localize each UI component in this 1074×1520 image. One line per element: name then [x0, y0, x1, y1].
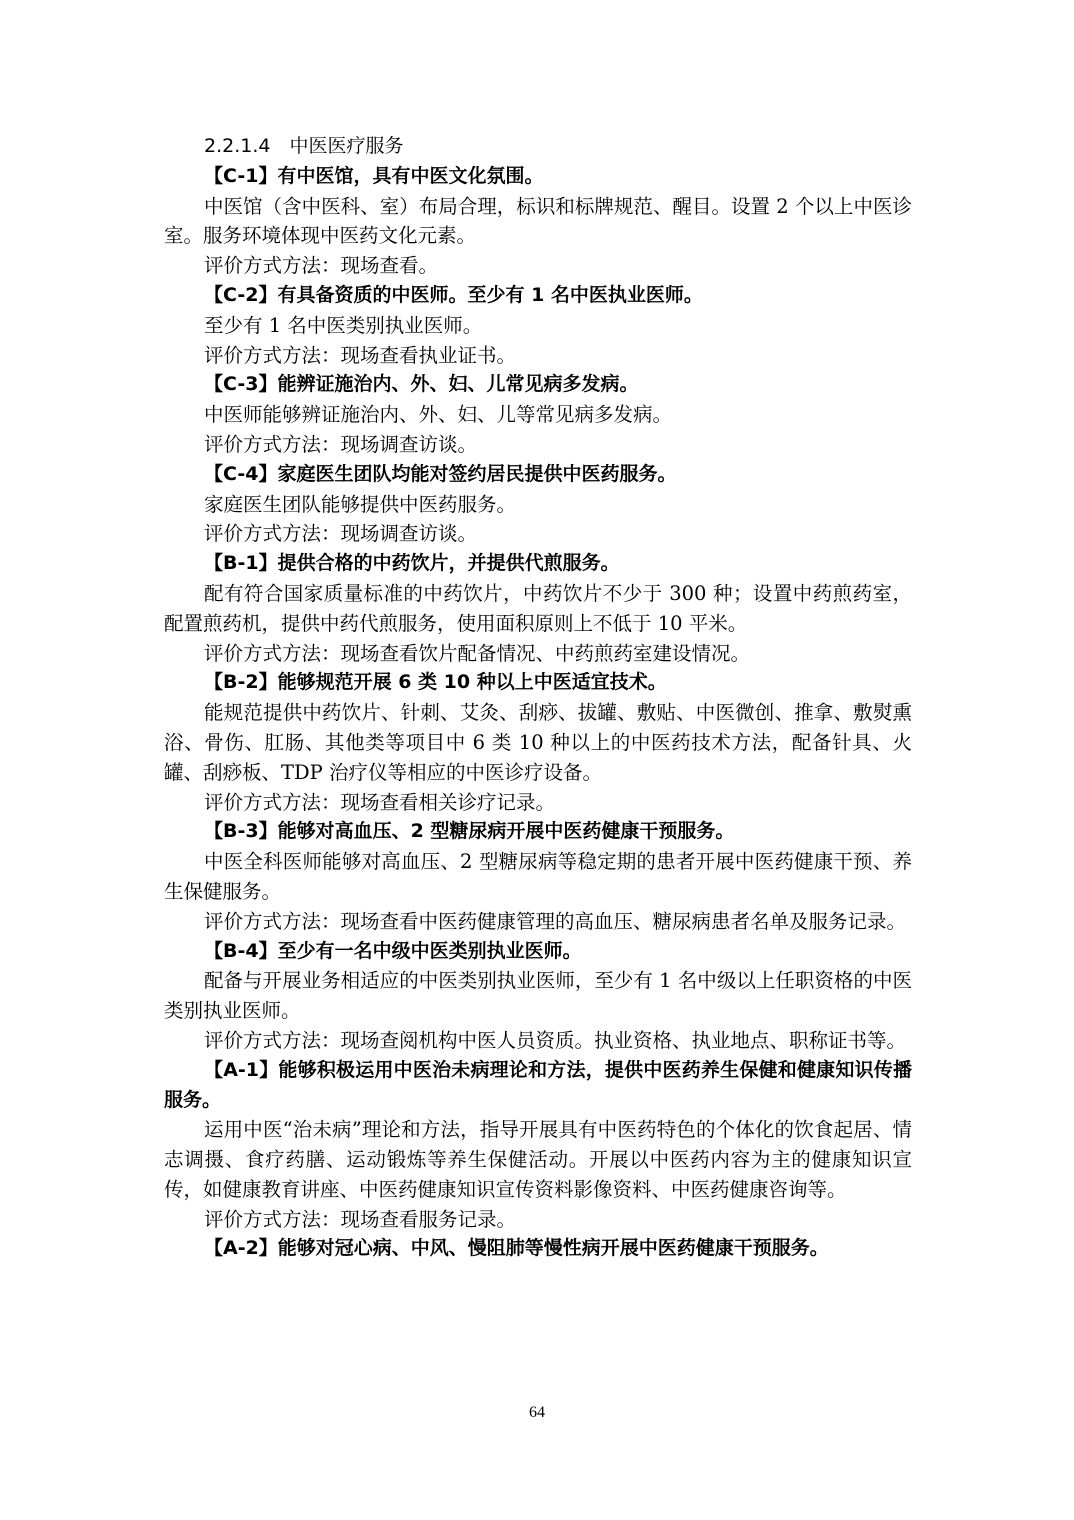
body-paragraph: 至少有 1 名中医类别执业医师。: [204, 313, 483, 337]
body-paragraph: 评价方式方法：现场调查访谈。: [204, 432, 478, 456]
body-paragraph: 运用中医“治未病”理论和方法，指导开展具有中医药特色的个体化的饮食起居、情志调摄、食疗药膳、运动锻炼等养生保健活动。开展以中医药内容为主的健康知识宣传，如健康教育讲座、中医药健康知识宣传资料影像资料、中医药健康咨询等。: [164, 1118, 912, 1201]
body-paragraph: 配有符合国家质量标准的中药饮片，中药饮片不少于 300 种；设置中药煎药室，配置煎药机，提供中药代煎服务，使用面积原则上不低于 10 平米。: [164, 581, 912, 635]
criterion-heading: 【B-3】能够对高血压、2 型糖尿病开展中医药健康干预服务。: [204, 820, 735, 843]
body-paragraph: 评价方式方法：现场调查访谈。: [204, 522, 478, 546]
body-paragraph: 评价方式方法：现场查看执业证书。: [204, 343, 517, 367]
body-paragraph: 能规范提供中药饮片、针刺、艾灸、刮痧、拔罐、敷贴、中医微创、推拿、敷熨熏浴、骨伤、肛肠、其他类等项目中 6 类 10 种以上的中医药技术方法，配备针具、火罐、刮痧板、TDP 治疗仪等相应的中医诊疗设备。: [164, 701, 912, 784]
criterion-heading: 【A-1】能够积极运用中医治未病理论和方法，提供中医药养生保健和健康知识传播服务。: [164, 1058, 912, 1111]
criterion-heading: 【C-2】有具备资质的中医师。至少有 1 名中医执业医师。: [204, 283, 703, 306]
page-number: 64: [529, 1404, 545, 1421]
criterion-heading: 【C-4】家庭医生团队均能对签约居民提供中医药服务。: [204, 462, 677, 485]
body-paragraph: 评价方式方法：现场查看中医药健康管理的高血压、糖尿病患者名单及服务记录。: [204, 909, 907, 933]
criterion-heading: 【C-3】能辨证施治内、外、妇、儿常见病多发病。: [204, 373, 639, 396]
criterion-heading: 【A-2】能够对冠心病、中风、慢阻肺等慢性病开展中医药健康干预服务。: [204, 1237, 829, 1260]
body-paragraph: 评价方式方法：现场查看。: [204, 254, 439, 278]
section-heading: 2.2.1.4 中医医疗服务: [204, 135, 404, 157]
body-paragraph: 评价方式方法：现场查阅机构中医人员资质。执业资格、执业地点、职称证书等。: [204, 1028, 907, 1052]
body-paragraph: 评价方式方法：现场查看饮片配备情况、中药煎药室建设情况。: [204, 641, 751, 665]
criterion-heading: 【B-4】至少有一名中级中医类别执业医师。: [204, 939, 582, 962]
body-paragraph: 评价方式方法：现场查看相关诊疗记录。: [204, 790, 556, 814]
criterion-heading: 【B-1】提供合格的中药饮片，并提供代煎服务。: [204, 552, 620, 575]
criterion-heading: 【C-1】有中医馆，具有中医文化氛围。: [204, 164, 544, 187]
body-paragraph: 配备与开展业务相适应的中医类别执业医师，至少有 1 名中级以上任职资格的中医类别执业医师。: [164, 969, 912, 1023]
criterion-heading: 【B-2】能够规范开展 6 类 10 种以上中医适宜技术。: [204, 671, 667, 694]
document-page: [164, 132, 912, 1264]
body-paragraph: 中医全科医师能够对高血压、2 型糖尿病等稳定期的患者开展中医药健康干预、养生保健服务。: [164, 850, 912, 903]
document-body: [164, 162, 912, 1264]
body-paragraph: 中医师能够辨证施治内、外、妇、儿等常见病多发病。: [204, 403, 673, 427]
body-paragraph: 家庭医生团队能够提供中医药服务。: [204, 492, 517, 516]
body-paragraph: 中医馆（含中医科、室）布局合理，标识和标牌规范、醒目。设置 2 个以上中医诊室。服务环境体现中医药文化元素。: [164, 194, 912, 248]
body-paragraph: 评价方式方法：现场查看服务记录。: [204, 1207, 517, 1231]
